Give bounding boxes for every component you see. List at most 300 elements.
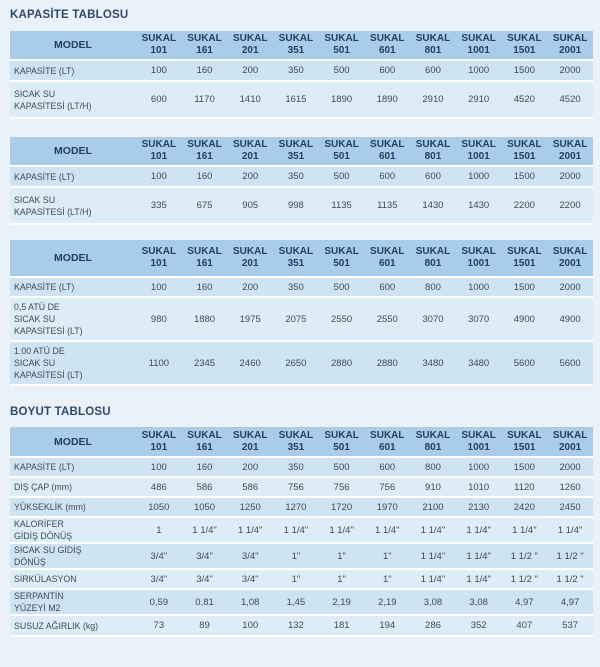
model-header-label: MODEL — [10, 240, 136, 278]
row-label — [10, 570, 136, 590]
dimension-table — [10, 427, 593, 637]
model-number: 161 — [196, 151, 213, 162]
model-header-cell — [364, 427, 410, 458]
value-cell: 1050 — [182, 498, 228, 518]
model-header-cell — [502, 240, 548, 278]
value-cell: 1 1/2 " — [547, 570, 593, 590]
value-cell: 1970 — [364, 498, 410, 518]
value-cell: 1000 — [456, 458, 502, 478]
model-brand: SUKAL — [232, 139, 268, 150]
value-cell: 1,08 — [227, 590, 273, 616]
value-cell: 2000 — [547, 61, 593, 82]
model-header-cell — [319, 427, 365, 458]
value-cell: 2550 — [319, 298, 365, 342]
model-brand: SUKAL — [507, 246, 542, 257]
model-brand: SUKAL — [278, 139, 314, 150]
table-row — [10, 616, 593, 637]
row-label — [10, 278, 136, 298]
value-cell: 335 — [136, 188, 182, 225]
value-cell: 1500 — [502, 278, 548, 298]
model-header-cell — [364, 240, 410, 278]
model-number: 1501 — [513, 258, 536, 269]
row-label — [10, 544, 136, 570]
value-cell: 100 — [227, 616, 273, 637]
value-cell: 3480 — [410, 342, 456, 386]
value-cell: 4900 — [502, 298, 548, 342]
model-number: 201 — [241, 151, 259, 162]
value-cell: 600 — [364, 278, 410, 298]
value-cell: 800 — [410, 458, 456, 478]
model-header-cell — [319, 31, 365, 61]
value-cell: 2130 — [456, 498, 502, 518]
value-cell: 500 — [319, 61, 365, 82]
model-brand: SUKAL — [507, 139, 542, 150]
value-cell: 160 — [182, 458, 228, 478]
model-brand: SUKAL — [552, 139, 588, 150]
value-cell: 1880 — [182, 298, 228, 342]
table-row — [10, 590, 593, 616]
model-header-cell — [273, 31, 319, 61]
row-label-line: DIŞ ÇAP (mm) — [14, 482, 72, 492]
model-number: 1001 — [467, 441, 490, 453]
model-brand: SUKAL — [324, 139, 359, 150]
model-brand: SUKAL — [324, 246, 359, 257]
value-cell: 4,97 — [547, 590, 593, 616]
model-header-cell — [456, 427, 502, 458]
model-brand: SUKAL — [370, 429, 405, 441]
value-cell: 407 — [502, 616, 548, 637]
value-cell: 1 1/4" — [182, 518, 228, 544]
value-cell: 3/4" — [227, 570, 273, 590]
value-cell: 1000 — [456, 278, 502, 298]
row-label — [10, 342, 136, 386]
model-header-cell — [456, 240, 502, 278]
model-header-cell — [273, 137, 319, 167]
row-label-line: SERPANTİN — [14, 591, 64, 601]
row-label-line: KAPASİTE (LT) — [14, 171, 75, 182]
value-cell: 600 — [410, 61, 456, 82]
value-cell: 160 — [182, 278, 228, 298]
model-number: 801 — [424, 258, 442, 269]
value-cell: 500 — [319, 458, 365, 478]
value-cell: 100 — [136, 458, 182, 478]
value-cell: 1135 — [364, 188, 410, 225]
model-brand: SUKAL — [141, 246, 177, 257]
value-cell: 1430 — [456, 188, 502, 225]
model-header-cell — [502, 137, 548, 167]
value-cell: 1 1/4" — [364, 518, 410, 544]
value-cell: 132 — [273, 616, 319, 637]
value-cell: 1100 — [136, 342, 182, 386]
row-label-line: KAPASİTE (LT) — [14, 282, 75, 292]
value-cell: 486 — [136, 478, 182, 498]
row-label-line: KAPASİTESİ (LT/H) — [14, 206, 92, 217]
value-cell: 1720 — [319, 498, 365, 518]
value-cell: 1 1/4" — [410, 544, 456, 570]
value-cell: 1" — [364, 570, 410, 590]
model-header-cell — [319, 240, 365, 278]
model-header-label: MODEL — [10, 427, 136, 458]
value-cell: 352 — [456, 616, 502, 637]
model-brand: SUKAL — [415, 139, 451, 150]
row-label-line: GİDİŞ DÖNÜŞ — [14, 531, 73, 541]
value-cell: 200 — [227, 458, 273, 478]
value-cell: 3070 — [410, 298, 456, 342]
model-header-cell — [364, 137, 410, 167]
value-cell: 350 — [273, 458, 319, 478]
value-cell: 160 — [182, 167, 228, 188]
model-header-cell — [136, 240, 182, 278]
hot-water-capacity-table-2 — [10, 137, 593, 225]
value-cell: 2200 — [547, 188, 593, 225]
model-header-cell — [182, 427, 228, 458]
value-cell: 2200 — [502, 188, 548, 225]
model-number: 1001 — [467, 45, 490, 56]
table-row — [10, 478, 593, 498]
model-header-cell — [547, 427, 593, 458]
value-cell: 3480 — [456, 342, 502, 386]
model-header-cell — [410, 427, 456, 458]
row-label-line: SUSUZ AĞIRLIK (kg) — [14, 620, 99, 631]
model-number: 161 — [196, 258, 213, 269]
value-cell: 3/4" — [182, 544, 228, 570]
value-cell: 2450 — [547, 498, 593, 518]
model-brand: SUKAL — [415, 246, 451, 257]
value-cell: 1500 — [502, 167, 548, 188]
value-cell: 2460 — [227, 342, 273, 386]
row-label — [10, 167, 136, 188]
model-header-cell — [364, 31, 410, 61]
model-header-cell — [182, 31, 228, 61]
table-row — [10, 188, 593, 225]
value-cell: 600 — [364, 458, 410, 478]
model-brand: SUKAL — [415, 33, 451, 44]
value-cell: 1 1/4" — [410, 518, 456, 544]
value-cell: 600 — [364, 61, 410, 82]
model-brand: SUKAL — [461, 33, 496, 44]
model-header-cell — [547, 240, 593, 278]
value-cell: 5600 — [502, 342, 548, 386]
model-header-cell — [136, 427, 182, 458]
value-cell: 3/4" — [136, 544, 182, 570]
value-cell: 89 — [182, 616, 228, 637]
value-cell: 2000 — [547, 458, 593, 478]
model-brand: SUKAL — [552, 33, 588, 44]
model-brand: SUKAL — [507, 33, 542, 44]
model-number: 101 — [150, 258, 168, 269]
value-cell: 1270 — [273, 498, 319, 518]
value-cell: 1 — [136, 518, 182, 544]
value-cell: 5600 — [547, 342, 593, 386]
model-header-cell — [319, 137, 365, 167]
model-header-cell — [182, 240, 228, 278]
value-cell: 1410 — [227, 82, 273, 119]
value-cell: 1120 — [502, 478, 548, 498]
model-number: 801 — [424, 45, 442, 56]
value-cell: 4900 — [547, 298, 593, 342]
row-label-line: YÜKSEKLİK (mm) — [14, 502, 86, 512]
value-cell: 1" — [273, 570, 319, 590]
row-label-line: 0,5 ATÜ DE — [14, 302, 60, 312]
model-header-cell — [136, 31, 182, 61]
row-label-line: KAPASİTESİ (LT) — [14, 370, 83, 380]
table-header-row — [10, 427, 593, 458]
value-cell: 2910 — [456, 82, 502, 119]
model-number: 801 — [424, 441, 442, 453]
model-brand: SUKAL — [507, 429, 542, 441]
value-cell: 2880 — [364, 342, 410, 386]
value-cell: 4,97 — [502, 590, 548, 616]
model-header-cell — [547, 31, 593, 61]
value-cell: 586 — [227, 478, 273, 498]
table-row — [10, 458, 593, 478]
model-header-cell — [456, 31, 502, 61]
value-cell: 2,19 — [319, 590, 365, 616]
model-number: 2001 — [558, 258, 582, 269]
value-cell: 905 — [227, 188, 273, 225]
model-header-cell — [456, 137, 502, 167]
table-row — [10, 298, 593, 342]
value-cell: 0,81 — [182, 590, 228, 616]
value-cell: 1 1/4" — [456, 570, 502, 590]
model-number: 1501 — [513, 441, 536, 453]
value-cell: 2880 — [319, 342, 365, 386]
row-label-line: DÖNÜŞ — [14, 557, 46, 567]
value-cell: 2100 — [410, 498, 456, 518]
model-number: 201 — [241, 441, 259, 453]
value-cell: 350 — [273, 167, 319, 188]
model-header-cell — [410, 31, 456, 61]
value-cell: 1250 — [227, 498, 273, 518]
value-cell: 1,45 — [273, 590, 319, 616]
row-label-line: 1.00 ATÜ DE — [14, 346, 65, 356]
model-number: 351 — [287, 258, 305, 269]
model-brand: SUKAL — [232, 246, 268, 257]
value-cell: 1 1/2 " — [547, 544, 593, 570]
model-header-cell — [273, 427, 319, 458]
model-number: 101 — [150, 151, 168, 162]
row-label — [10, 458, 136, 478]
model-number: 1001 — [467, 151, 490, 162]
model-header-cell — [502, 31, 548, 61]
value-cell: 1 1/4" — [227, 518, 273, 544]
row-label-line: SİRKÜLASYON — [14, 574, 77, 584]
value-cell: 1 1/4" — [319, 518, 365, 544]
model-brand: SUKAL — [278, 429, 314, 441]
hot-water-capacity-table-1 — [10, 31, 593, 119]
value-cell: 2910 — [410, 82, 456, 119]
model-brand: SUKAL — [370, 246, 405, 257]
model-brand: SUKAL — [232, 429, 268, 441]
value-cell: 537 — [547, 616, 593, 637]
model-brand: SUKAL — [187, 246, 222, 257]
value-cell: 2075 — [273, 298, 319, 342]
model-header-cell — [227, 240, 273, 278]
value-cell: 3,08 — [410, 590, 456, 616]
model-brand: SUKAL — [278, 33, 314, 44]
model-number: 161 — [196, 441, 213, 453]
table-header-row — [10, 137, 593, 167]
model-number: 501 — [333, 441, 350, 453]
row-label — [10, 188, 136, 225]
value-cell: 3/4" — [227, 544, 273, 570]
row-label-line: KAPASİTESİ (LT) — [14, 326, 83, 336]
model-header-cell — [182, 137, 228, 167]
model-header-cell — [547, 137, 593, 167]
row-label-line: SICAK SU — [14, 314, 56, 324]
value-cell: 1615 — [273, 82, 319, 119]
value-cell: 1 1/4" — [273, 518, 319, 544]
table-row — [10, 342, 593, 386]
value-cell: 350 — [273, 278, 319, 298]
model-header-cell — [227, 427, 273, 458]
value-cell: 3/4" — [182, 570, 228, 590]
row-label — [10, 498, 136, 518]
model-number: 2001 — [558, 45, 582, 56]
value-cell: 1170 — [182, 82, 228, 119]
value-cell: 200 — [227, 167, 273, 188]
model-number: 2001 — [558, 441, 582, 453]
model-header-cell — [410, 137, 456, 167]
table-row — [10, 82, 593, 119]
model-brand: SUKAL — [552, 429, 588, 441]
value-cell: 1500 — [502, 458, 548, 478]
model-brand: SUKAL — [324, 429, 359, 441]
value-cell: 1" — [319, 570, 365, 590]
value-cell: 2000 — [547, 278, 593, 298]
model-header-cell — [227, 137, 273, 167]
value-cell: 2000 — [547, 167, 593, 188]
value-cell: 600 — [136, 82, 182, 119]
value-cell: 1890 — [364, 82, 410, 119]
model-brand: SUKAL — [232, 33, 268, 44]
model-header-cell — [502, 427, 548, 458]
value-cell: 1430 — [410, 188, 456, 225]
table-header-row — [10, 31, 593, 61]
model-brand: SUKAL — [324, 33, 359, 44]
row-label — [10, 590, 136, 616]
model-header-cell — [410, 240, 456, 278]
value-cell: 3,08 — [456, 590, 502, 616]
dimension-table-title: BOYUT TABLOSU — [10, 406, 111, 418]
value-cell: 2420 — [502, 498, 548, 518]
value-cell: 4520 — [547, 82, 593, 119]
row-label-line: SICAK SU — [14, 194, 56, 205]
table-row — [10, 167, 593, 188]
model-number: 1501 — [513, 45, 536, 56]
value-cell: 2550 — [364, 298, 410, 342]
row-label-line: KALORİFER — [14, 519, 64, 529]
value-cell: 4520 — [502, 82, 548, 119]
model-number: 201 — [241, 258, 259, 269]
value-cell: 800 — [410, 278, 456, 298]
model-brand: SUKAL — [370, 33, 405, 44]
model-number: 501 — [333, 151, 350, 162]
model-number: 161 — [196, 45, 213, 56]
row-label-line: KAPASİTE (LT) — [14, 462, 75, 472]
value-cell: 2,19 — [364, 590, 410, 616]
row-label-line: SICAK SU GİDİŞ — [14, 545, 82, 555]
value-cell: 1500 — [502, 61, 548, 82]
value-cell: 1" — [273, 544, 319, 570]
model-header-cell — [136, 137, 182, 167]
value-cell: 3/4" — [136, 570, 182, 590]
value-cell: 756 — [273, 478, 319, 498]
value-cell: 1 1/4" — [502, 518, 548, 544]
table-header-row — [10, 240, 593, 278]
value-cell: 2650 — [273, 342, 319, 386]
row-label — [10, 298, 136, 342]
model-number: 1001 — [467, 258, 490, 269]
row-label — [10, 478, 136, 498]
model-number: 351 — [287, 441, 305, 453]
value-cell: 181 — [319, 616, 365, 637]
table-row — [10, 278, 593, 298]
table-row — [10, 570, 593, 590]
model-number: 601 — [378, 45, 396, 56]
value-cell: 1050 — [136, 498, 182, 518]
value-cell: 350 — [273, 61, 319, 82]
model-number: 801 — [424, 151, 442, 162]
value-cell: 1 1/2 " — [502, 570, 548, 590]
model-header-label: MODEL — [10, 137, 136, 167]
model-number: 101 — [150, 45, 168, 56]
model-number: 601 — [378, 441, 396, 453]
value-cell: 1000 — [456, 61, 502, 82]
row-label-line: KAPASİTE (LT) — [14, 65, 75, 76]
value-cell: 756 — [319, 478, 365, 498]
model-number: 201 — [241, 45, 259, 56]
value-cell: 1260 — [547, 478, 593, 498]
value-cell: 600 — [364, 167, 410, 188]
value-cell: 1010 — [456, 478, 502, 498]
row-label-line: SICAK SU — [14, 358, 56, 368]
row-label — [10, 518, 136, 544]
model-brand: SUKAL — [278, 246, 314, 257]
pressure-capacity-table — [10, 240, 593, 386]
value-cell: 586 — [182, 478, 228, 498]
model-number: 101 — [150, 441, 168, 453]
value-cell: 1890 — [319, 82, 365, 119]
value-cell: 100 — [136, 61, 182, 82]
capacity-table-title: KAPASİTE TABLOSU — [10, 9, 129, 21]
value-cell: 1135 — [319, 188, 365, 225]
value-cell: 0,59 — [136, 590, 182, 616]
model-brand: SUKAL — [552, 246, 588, 257]
model-number: 601 — [378, 258, 396, 269]
model-number: 601 — [378, 151, 396, 162]
value-cell: 194 — [364, 616, 410, 637]
table-row — [10, 544, 593, 570]
value-cell: 1 1/4" — [456, 518, 502, 544]
model-number: 351 — [287, 45, 305, 56]
value-cell: 756 — [364, 478, 410, 498]
model-brand: SUKAL — [370, 139, 405, 150]
model-brand: SUKAL — [461, 429, 496, 441]
model-number: 501 — [333, 258, 350, 269]
value-cell: 1 1/4" — [410, 570, 456, 590]
row-label — [10, 82, 136, 119]
value-cell: 73 — [136, 616, 182, 637]
value-cell: 1" — [319, 544, 365, 570]
row-label-line: YÜZEYİ M2 — [14, 603, 61, 613]
table-row — [10, 498, 593, 518]
model-brand: SUKAL — [187, 33, 222, 44]
value-cell: 910 — [410, 478, 456, 498]
table-row — [10, 518, 593, 544]
model-brand: SUKAL — [461, 139, 496, 150]
value-cell: 1" — [364, 544, 410, 570]
